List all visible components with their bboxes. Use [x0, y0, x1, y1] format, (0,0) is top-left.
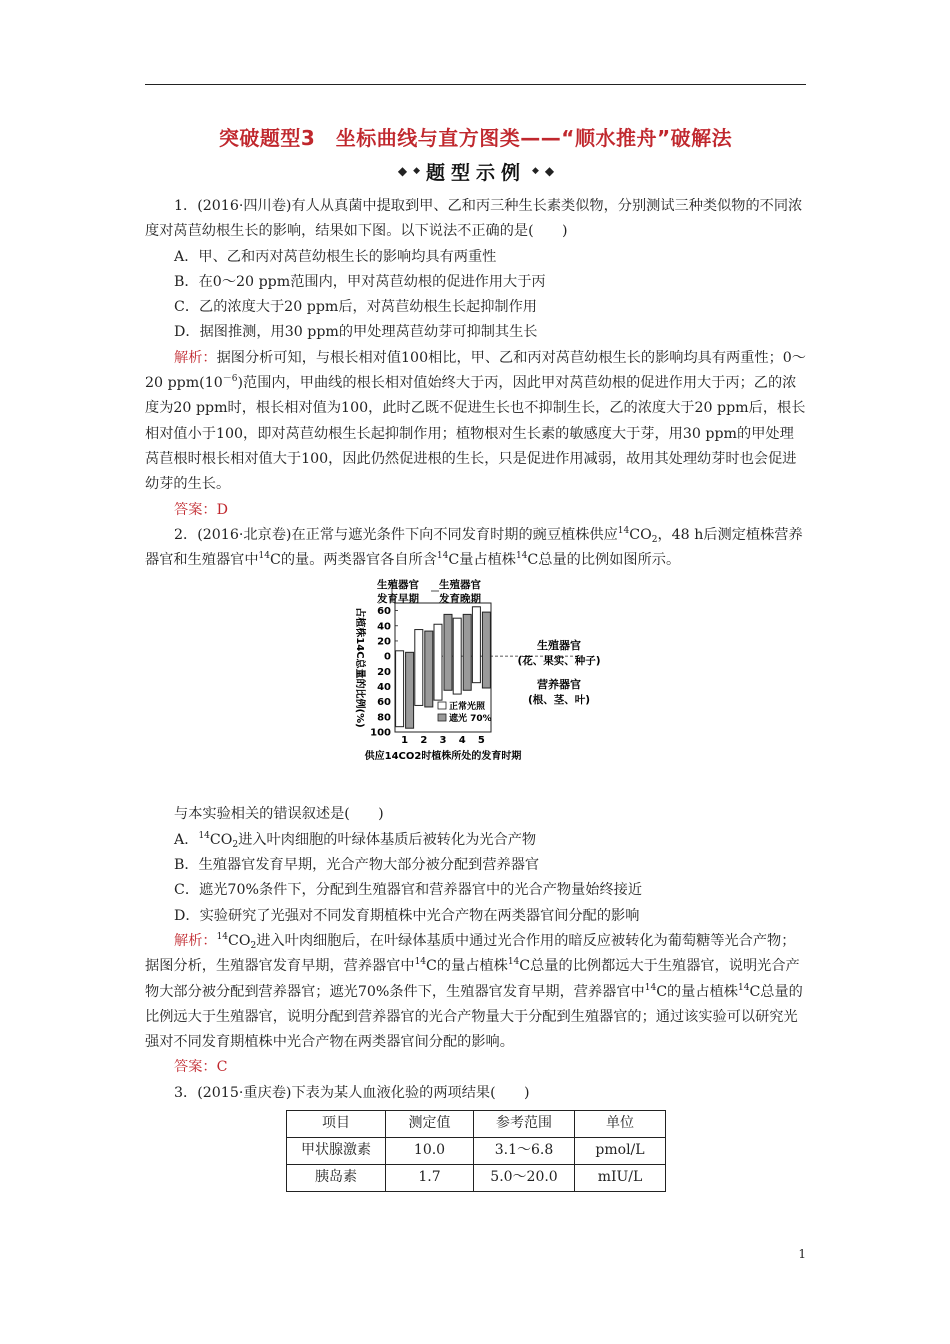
table-cell: 5.0～20.0 — [474, 1165, 575, 1192]
q1-option-b: B．在0～20 ppm范围内，甲对莴苣幼根的促进作用大于丙 — [174, 273, 546, 290]
bar-chart — [145, 577, 806, 794]
q2-option-a: A．$^{14}CO_2$进入叶肉细胞的叶绿体基质后被转化为光合产物 — [174, 830, 537, 850]
q2-question: 与本实验相关的错误叙述是( ) — [174, 806, 384, 823]
x-axis-label: 供应14CO2时植株所处的发育时期 — [364, 751, 522, 763]
table-cell: pmol/L — [575, 1138, 666, 1165]
bar-shade-70 — [425, 632, 433, 708]
x-tick-label: 3 — [439, 735, 447, 747]
table-cell: 1.7 — [386, 1165, 474, 1192]
y-tick-label: 40 — [377, 682, 391, 694]
banner-text: 题型示例 — [425, 161, 526, 184]
page-title: 突破题型3 坐标曲线与直方图类——“顺水推舟”破解法 — [218, 126, 733, 150]
legend-label: 正常光照 — [449, 702, 486, 713]
y-tick-label: 60 — [377, 697, 391, 709]
x-tick-label: 1 — [401, 735, 409, 747]
y-tick-label: 80 — [377, 712, 391, 724]
annot-repro: 生殖器官 — [537, 639, 581, 653]
q1-option-d: D．据图推测，用30 ppm的甲处理莴苣幼芽可抑制其生长 — [174, 324, 538, 341]
chart-svg — [345, 577, 605, 794]
page-number: 1 — [798, 1247, 806, 1261]
table-cell: 3.1～6.8 — [474, 1138, 575, 1165]
annot-repro-sub: (花、果实、种子) — [517, 655, 601, 668]
table-cell: 胰岛素 — [287, 1165, 386, 1192]
table-row — [287, 1165, 666, 1192]
bar-normal-light — [396, 651, 404, 727]
diamond-icon: ◆ — [413, 166, 420, 176]
diamond-icon: ◆ — [397, 164, 408, 178]
y-tick-label: 40 — [377, 621, 391, 633]
page-content — [145, 194, 806, 1192]
top-label-late: 生殖器官 — [439, 579, 481, 592]
bar-shade-70 — [482, 613, 490, 689]
bar-shade-70 — [463, 615, 471, 691]
x-tick-label: 5 — [477, 735, 485, 747]
y-tick-label: 20 — [377, 667, 391, 679]
legend-label: 遮光 70% — [449, 714, 492, 725]
bar-shade-70 — [444, 615, 452, 691]
q2-option-b: B．生殖器官发育早期，光合产物大部分被分配到营养器官 — [174, 857, 540, 874]
table-row — [287, 1138, 666, 1165]
q2-option-c: C．遮光70%条件下，分配到生殖器官和营养器官中的光合产物量始终接近 — [174, 882, 643, 899]
top-rule — [145, 84, 806, 85]
q1-analysis: 解析：据图分析可知，与根长相对值100相比，甲、乙和丙对莴苣幼根生长的影响均具有两重性；0～20 $ppm(10^{-6})$范围内，甲曲线的根长相对值始终大于丙，因此甲对莴苣幼根的促进作用大于丙；乙的浓度为20 ppm时，根长相对值为100，此时乙既不促进生长也不抑制生长，乙的浓度大于20 ppm后，根长相对值小于100，即对莴苣幼根生长起抑制作用；植物根对生长素的敏感度大于芽，用30 ppm的甲处理莴苣根时根长相对值大于100，因此仍然促进根的生长，只是促进作用减弱，故用其处理幼芽时也会促进幼芽的生长。 — [145, 349, 806, 493]
bar-normal-light — [434, 625, 442, 701]
table-cell: 甲状腺激素 — [287, 1138, 386, 1165]
q2-option-d: D．实验研究了光强对不同发育期植株中光合产物在两类器官间分配的影响 — [174, 907, 640, 924]
annot-veg-sub: (根、茎、叶) — [527, 694, 591, 707]
diamond-icon: ◆ — [532, 166, 539, 176]
q1-answer: 答案：D — [174, 501, 228, 518]
table-header-row — [287, 1111, 666, 1138]
q2-stem: 2．(2016·北京卷)在正常与遮光条件下向不同发育时期的豌豆植株供应$^{14}CO_2$，48 h后测定植株营养器官和生殖器官中$^{14}$C的量。两类器官各自所含$^{14}$C量占植株$^{14}$C总量的比例如图所示。 — [145, 525, 803, 569]
top-label-early: 生殖器官 — [377, 579, 419, 592]
y-axis-label: 占植株14C总量的比例(%) — [354, 607, 365, 729]
y-tick-label: 20 — [377, 636, 391, 648]
table-header: 项目 — [287, 1111, 386, 1138]
annot-veg: 营养器官 — [537, 678, 581, 692]
y-tick-label: 0 — [384, 652, 391, 664]
x-tick-label: 4 — [458, 735, 466, 747]
top-label-early: 发育早期 — [377, 593, 419, 606]
top-label-late: 发育晚期 — [439, 593, 481, 606]
q1-stem: 1．(2016·四川卷)有人从真菌中提取到甲、乙和丙三种生长素类似物，分别测试三种类似物的不同浓度对莴苣幼根生长的影响，结果如下图。以下说法不正确的是( ) — [145, 198, 803, 240]
y-tick-label: 60 — [377, 606, 391, 618]
analysis-label: 解析： — [174, 349, 217, 366]
table-cell: 10.0 — [386, 1138, 474, 1165]
q1-option-a: A．甲、乙和丙对莴苣幼根生长的影响均具有两重性 — [174, 248, 497, 265]
table-cell: mIU/L — [575, 1165, 666, 1192]
bar-normal-light — [453, 619, 461, 695]
x-tick-label: 2 — [420, 735, 428, 747]
legend-swatch-normal — [438, 702, 446, 709]
q1-option-c: C．乙的浓度大于20 ppm后，对莴苣幼根生长起抑制作用 — [174, 299, 537, 316]
y-tick-label: 100 — [370, 727, 391, 739]
lab-table — [286, 1110, 666, 1192]
legend-swatch-shade — [438, 714, 446, 721]
diamond-icon: ◆ — [544, 164, 555, 178]
section-banner — [380, 156, 572, 186]
bar-shade-70 — [406, 653, 414, 729]
bar-normal-light — [472, 607, 480, 683]
q2-answer: 答案：C — [174, 1059, 228, 1076]
table-header: 单位 — [575, 1111, 666, 1138]
table-header: 测定值 — [386, 1111, 474, 1138]
q3-stem: 3．(2015·重庆卷)下表为某人血液化验的两项结果( ) — [174, 1084, 530, 1101]
bar-normal-light — [415, 630, 423, 706]
q2-analysis: 解析：$^{14}CO_2$进入叶肉细胞后，在叶绿体基质中通过光合作用的暗反应被转化为葡萄糖等光合产物；据图分析，生殖器官发育早期，营养器官中$^{14}$C的量占植株$^{14}$C总量的比例都远大于生殖器官，说明光合产物大部分被分配到营养器官；遮光70%条件下，生殖器官发育早期，营养器官中$^{14}$C的量占植株$^{14}$C总量的比例远大于生殖器官，说明分配到营养器官的光合产物量大于分配到生殖器官的；通过该实验可以研究光强对不同发育期植株中光合产物在两类器官间分配的影响。 — [145, 931, 803, 1051]
table-header: 参考范围 — [474, 1111, 575, 1138]
